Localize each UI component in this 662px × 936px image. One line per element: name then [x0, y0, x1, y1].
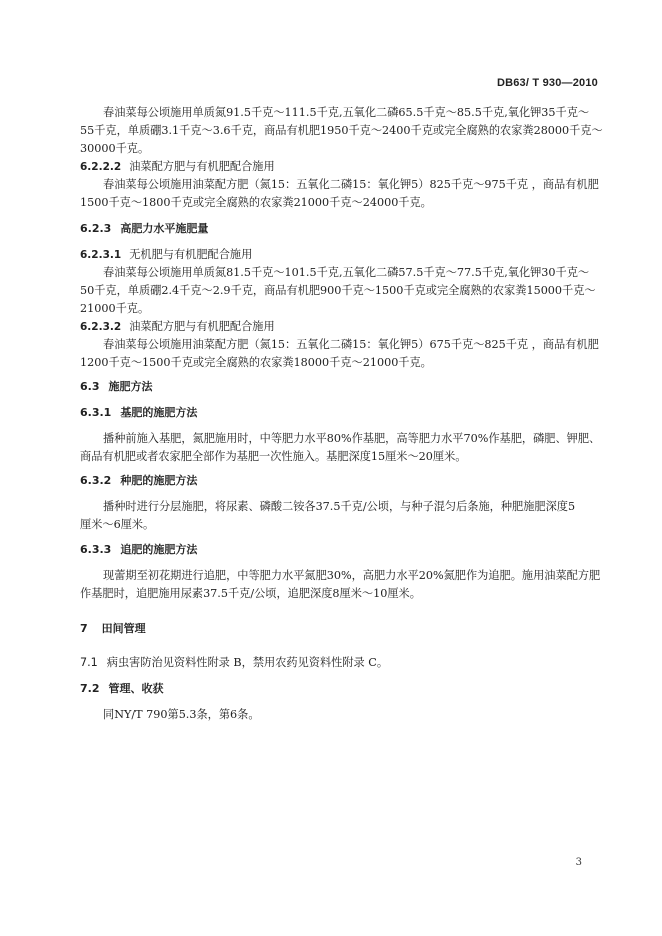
paragraph-line: 作基肥时，追肥施用尿素37.5千克/公顷，追肥深度8厘米～10厘米。 [80, 587, 421, 600]
clause-line [80, 656, 600, 670]
paragraph-line: 现蕾期至初花期进行追肥，中等肥力水平氮肥30%，高肥力水平20%氮肥作为追肥。施用油菜配方肥 [103, 569, 601, 582]
paragraph-line: 春油菜每公顷施用单质氮91.5千克～111.5千克,五氧化二磷65.5千克～85.5千克,氧化钾35千克～ [103, 106, 590, 119]
chapter-number: 7 [80, 622, 88, 635]
subclause-heading [80, 248, 600, 262]
clause-heading [80, 543, 600, 557]
clause-heading [80, 474, 600, 488]
paragraph-line: 商品有机肥或者农家肥全部作为基肥一次性施入。基肥深度15厘米～20厘米。 [80, 450, 467, 463]
paragraph-line: 春油菜每公顷施用油菜配方肥（氮15：五氧化二磷15：氧化钾5）675千克～825千克 ，商品有机肥 [103, 338, 599, 351]
clause-title: 种肥的施肥方法 [120, 474, 198, 487]
clause-title: 基肥的施肥方法 [120, 406, 198, 419]
clause-number: 7.2 [80, 682, 100, 695]
paragraph-line: 同NY/T 790第5.3条，第6条。 [103, 708, 260, 721]
clause-number: 6.2.3 [80, 222, 112, 235]
clause-title: 施肥方法 [108, 380, 153, 393]
clause-number: 6.3.1 [80, 406, 112, 419]
clause-title: 管理、收获 [108, 682, 164, 695]
clause-number: 6.3 [80, 380, 100, 393]
clause-heading [80, 682, 600, 696]
clause-text: 病虫害防治见资料性附录 B，禁用农药见资料性附录 C。 [106, 656, 389, 669]
paragraph-line: 50千克，单质硼2.4千克～2.9千克，商品有机肥900千克～1500千克或完全腐熟的农家粪15000千克～ [80, 284, 596, 297]
clause-title: 追肥的施肥方法 [120, 543, 198, 556]
paragraph-line: 厘米～6厘米。 [80, 518, 155, 531]
subclause-heading [80, 160, 600, 174]
paragraph-line: 春油菜每公顷施用油菜配方肥（氮15：五氧化二磷15：氧化钾5）825千克～975千克 ，商品有机肥 [103, 178, 599, 191]
clause-number: 6.2.2.2 [80, 161, 122, 173]
chapter-title: 田间管理 [101, 622, 146, 635]
clause-heading [80, 222, 600, 236]
clause-heading [80, 406, 600, 420]
clause-number: 7.1 [80, 656, 98, 669]
paragraph-line: 30000千克。 [80, 142, 150, 155]
paragraph-line: 1500千克～1800千克或完全腐熟的农家粪21000千克～24000千克。 [80, 196, 432, 209]
paragraph-line: 春油菜每公顷施用单质氮81.5千克～101.5千克,五氧化二磷57.5千克～77.5千克,氧化钾30千克～ [103, 266, 590, 279]
page-number: 3 [575, 857, 582, 868]
clause-number: 6.3.2 [80, 474, 112, 487]
subclause-heading [80, 320, 600, 334]
clause-heading [80, 380, 600, 394]
paragraph-line: 1200千克～1500千克或完全腐熟的农家粪18000千克～21000千克。 [80, 356, 432, 369]
paragraph-line: 播种前施入基肥，氮肥施用时，中等肥力水平80%作基肥，高等肥力水平70%作基肥，磷肥、钾肥、 [103, 432, 601, 445]
clause-number: 6.2.3.2 [80, 321, 122, 333]
paragraph-line: 21000千克。 [80, 302, 150, 315]
clause-title: 高肥力水平施肥量 [120, 222, 209, 235]
clause-number: 6.2.3.1 [80, 249, 122, 261]
clause-title: 油菜配方肥与有机肥配合施用 [129, 320, 275, 333]
paragraph-line: 播种时进行分层施肥，将尿素、磷酸二铵各37.5千克/公顷，与种子混匀后条施，种肥施肥深度5 [103, 500, 576, 513]
clause-title: 无机肥与有机肥配合施用 [129, 248, 253, 261]
document-code: DB63/ T 930—2010 [496, 77, 598, 89]
clause-title: 油菜配方肥与有机肥配合施用 [129, 160, 275, 173]
chapter-heading [80, 622, 600, 636]
paragraph-line: 55千克，单质硼3.1千克～3.6千克，商品有机肥1950千克～2400千克或完全腐熟的农家粪28000千克～ [80, 124, 603, 137]
clause-number: 6.3.3 [80, 543, 112, 556]
